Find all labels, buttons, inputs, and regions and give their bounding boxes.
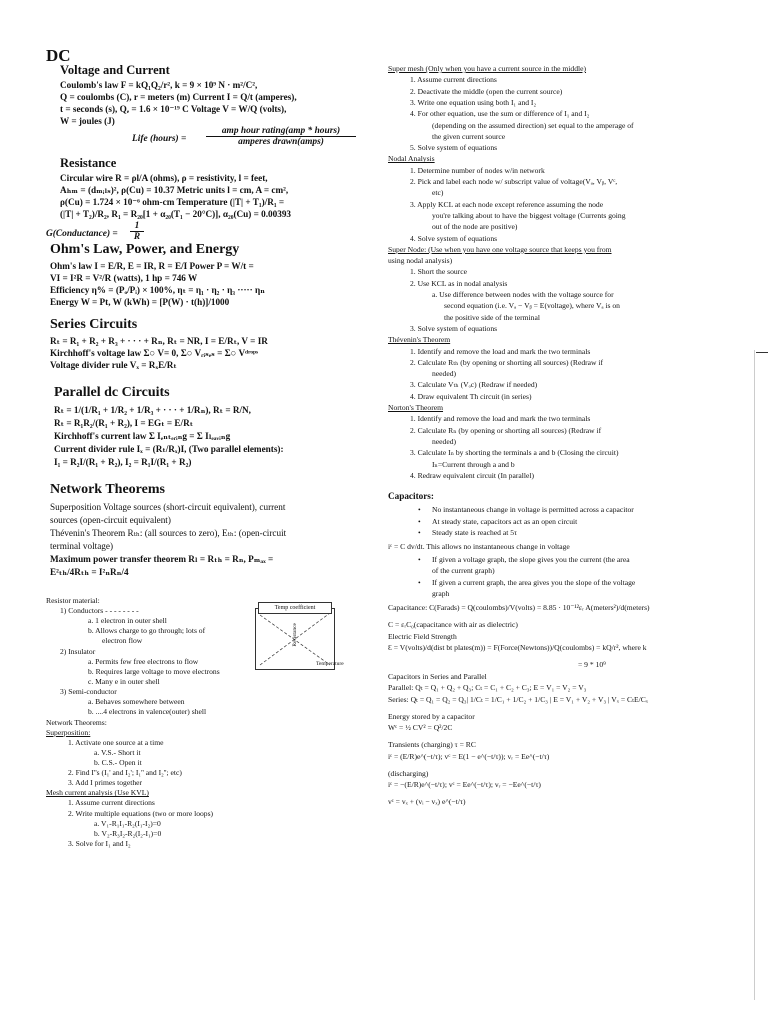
note-line: 1. Activate one source at a time	[68, 737, 164, 747]
note-line: 4. Draw equivalent Th circuit (in series)	[410, 391, 532, 401]
note-line: 1. Short the source	[410, 267, 467, 277]
parallel-l2: Rₜ = R₁R₂/(R₁ + R₂), I = EGₜ = E/Rₜ	[54, 418, 194, 428]
parallel-l5: I₁ = R₂I/(R₁ + R₂), I₂ = R₁I/(R₁ + R₂)	[54, 457, 192, 467]
note-line: Transients (charging) τ = RC	[388, 740, 476, 749]
note-line: 1. Assume current directions	[68, 798, 155, 808]
note-line: a. V₁-R₁I₁-R₂(I₁-I₂)=0	[94, 818, 161, 828]
note-line: Superposition:	[46, 727, 91, 737]
note-line: • At steady state, capacitors act as an open circuit	[432, 517, 577, 527]
edge-line	[754, 350, 755, 1000]
note-line: 3. Write one equation using both I₁ and I₂	[410, 97, 537, 107]
note-line: Parallel: Qₜ = Q₁ + Q₂ + Q₃; Cₜ = C₁ + C₂ + C₃; E = V₁ = V₂ = V₃	[388, 683, 587, 692]
note-line: 3) Semi-conductor	[60, 686, 117, 696]
note-line: Series: Qₜ = Q₁ = Q₂ = Q₃| 1/Cₜ = 1/C₁ + 1/C₂ + 1/C₃ | E = V₁ + V₂ + V₃ | Vₓ = CₜE/Cₓ	[388, 694, 648, 704]
ohms-law: Ohm's law I = E/R, E = IR, R = E/I Power P = W/t =	[50, 261, 254, 271]
note-line: Super mesh (Only when you have a current source in the middle)	[388, 64, 587, 73]
note-line: 4. For other equation, use the sum or difference of I₁ and I₂	[410, 109, 590, 119]
note-line: 2. Pick and label each node w/ subscript value of voltage(Vₐ, Vᵦ, Vᶜ,	[410, 177, 618, 186]
conductance-denominator: R	[133, 232, 141, 242]
voltage-divider: Voltage divider rule Vₓ = RₓE/Rₜ	[50, 360, 177, 370]
note-line: (depending on the assumed direction) set equal to the amperage of	[432, 120, 634, 130]
note-line: 3. Add I primes together	[68, 778, 143, 788]
conductance-fraction	[130, 221, 144, 242]
temperature-formula: (|T| + T₂)/R₂, R₁ = R₂₀[1 + α₂₀(T₁ − 20°C)], α₂₀(Cu) = 0.00393	[60, 209, 292, 219]
network-l2: sources (open-circuit equivalent)	[50, 515, 171, 525]
note-line: 3. Calculate Iₙ by shorting the terminals a and b (Closing the circuit)	[410, 448, 619, 458]
capacitors-heading: Capacitors:	[388, 491, 434, 501]
note-line: Iₙ=Current through a and b	[432, 459, 515, 469]
note-line: 5. Solve system of equations	[410, 143, 498, 153]
kcl-line: Kirchhoff's current law Σ Iₑₙₜₑᵣᵢₙg = Σ Iₗₑₐᵥᵢₙg	[54, 431, 231, 441]
series-heading: Series Circuits	[50, 317, 138, 332]
note-line: Energy stored by a capacitor	[388, 711, 475, 721]
coulomb-law: Coulomb's law F = kQ₁Q₂/r², k = 9 × 10⁹ N · m²/C²,	[60, 80, 258, 90]
note-line: the positive side of the terminal	[444, 312, 540, 322]
note-line: 3. Solve for I₁ and I₂	[68, 838, 131, 848]
graph-title: Temp coefficient	[258, 602, 332, 614]
life-numerator: amp hour rating(amp * hours)	[206, 126, 356, 137]
note-line: 4. Solve system of equations	[410, 233, 498, 243]
life-fraction	[206, 126, 356, 147]
note-line: out of the node are positive)	[432, 222, 518, 232]
coulomb-units: Q = coulombs (C), r = meters (m) Current I = Q/t (amperes),	[60, 92, 297, 102]
ohms-law-heading: Ohm's Law, Power, and Energy	[50, 242, 240, 257]
note-line: c. Many e in outer shell	[88, 676, 160, 686]
note-line: b. Allows charge to go through; lots of	[88, 626, 206, 636]
note-line: • If given a current graph, the area gives you the slope of the voltage	[432, 578, 635, 588]
note-line: Nodal Analysis	[388, 154, 435, 164]
note-line: iᶜ = (E/R)e^(−t/τ); vᶜ = E(1 − e^(−t/τ)); vᵣ = Ee^(−t/τ)	[388, 751, 550, 761]
note-line: Capacitors in Series and Parallel	[388, 671, 487, 681]
graph-ylabel: Resistance	[291, 623, 298, 647]
network-l6: E²ₜₕ/4Rₜₕ = I²ₙRₙ/4	[50, 567, 129, 577]
note-line: 2. Calculate Rₜₕ (by opening or shorting all sources) (Redraw if	[410, 357, 604, 367]
conductance-lhs: G(Conductance) =	[46, 229, 118, 239]
note-line: 4. Redraw equivalent circuit (In parallel)	[410, 470, 534, 480]
note-line: 1) Conductors - - - - - - - -	[60, 606, 139, 616]
note-line: you're talking about to have the biggest voltage (Currents going	[432, 210, 626, 220]
note-line: vᶜ = vₓ + (vᵢ − vₓ) e^(−t/τ)	[388, 797, 466, 806]
efficiency-line: Efficiency η% = (Pₒ/Pᵢ) × 100%, ηₜ = η₁ · η₂ · η₃ ····· ηₙ	[50, 285, 265, 295]
note-line: • If given a voltage graph, the slope gives you the current (the area	[432, 555, 630, 565]
voltage-current-heading: Voltage and Current	[60, 63, 170, 77]
note-line: electron flow	[102, 636, 143, 646]
note-line: Mesh current analysis (Use KVL)	[46, 788, 149, 798]
note-line: 1. Identify and remove the load and mark the two terminals	[410, 414, 591, 424]
metric-units: Aₕₘ = (dₘᵢₗₛ)², ρ(Cu) = 10.37 Metric units l = cm, A = cm²,	[60, 185, 289, 195]
note-line: needed)	[432, 369, 457, 379]
note-line: = 9 * 10⁹	[578, 660, 606, 669]
note-line: a. Use difference between nodes with the voltage source for	[432, 290, 614, 299]
note-line: • Steady state is reached at 5τ	[432, 528, 517, 538]
note-line: 1. Assume current directions	[410, 75, 497, 85]
note-line: 2. Write multiple equations (two or more loops)	[68, 808, 214, 818]
note-line: of the current graph)	[432, 566, 495, 575]
note-line: b. V₂-R₃I₂-R₂(I₂-I₁)=0	[94, 828, 162, 838]
parallel-heading: Parallel dc Circuits	[54, 385, 170, 400]
note-line: iᶜ = C dv/dt. This allows no instantaneous change in voltage	[388, 541, 570, 551]
temperature-line: ρ(Cu) = 1.724 × 10⁻⁶ ohm-cm Temperature (|T| + T₁)/R₁ =	[60, 197, 285, 207]
note-line: graph	[432, 589, 450, 598]
resistance-heading: Resistance	[60, 156, 117, 170]
note-line: b. ....4 electrons in valence(outer) shell	[88, 707, 207, 717]
parallel-l1: Rₜ = 1/(1/R₁ + 1/R₂ + 1/R₃ + · · · + 1/Rₙ), Rₜ = R/N,	[54, 405, 251, 415]
dc-heading: DC	[46, 46, 71, 65]
note-line: 2. Deactivate the middle (open the current source)	[410, 86, 563, 96]
note-line: a. Behaves somewhere between	[88, 697, 185, 706]
note-line: 2. Find I''s (I₁' and I₂'; I₁'' and I₂''; etc)	[68, 768, 182, 778]
joules-line: W = joules (J)	[60, 116, 115, 126]
note-line: Network Theorems:	[46, 717, 107, 727]
note-line: a. Permits few free electrons to flow	[88, 656, 199, 666]
note-line: b. Requires large voltage to move electrons	[88, 666, 220, 676]
note-line: (discharging)	[388, 768, 429, 778]
series-l1: Rₜ = R₁ + R₂ + R₃ + · · · + Rₙ, Rₜ = NR, I = E/Rₜ, V = IR	[50, 336, 268, 346]
note-line: a. 1 electron in outer shell	[88, 616, 167, 626]
note-line: 3. Solve system of equations	[410, 323, 498, 333]
note-line: 1. Identify and remove the load and mark the two terminals	[410, 346, 591, 356]
note-line: • No instantaneous change in voltage is permitted across a capacitor	[432, 505, 634, 515]
life-denominator: amperes drawn(amps)	[238, 137, 324, 147]
note-line: using nodal analysis)	[388, 256, 453, 266]
note-line: Resistor material:	[46, 596, 100, 605]
note-line: C = εᵣC₀(capacitance with air as dielectric)	[388, 620, 518, 629]
note-line: needed)	[432, 436, 457, 446]
graph-xlabel: Temperature	[316, 661, 344, 667]
network-l1: Superposition Voltage sources (short-circuit equivalent), current	[50, 502, 286, 512]
note-line: b. C.S.- Open it	[94, 758, 142, 767]
note-line: 3. Calculate Vₜₕ (Vₒc) (Redraw if needed)	[410, 380, 538, 390]
circular-wire: Circular wire R = ρl/A (ohms), ρ = resistivity, l = feet,	[60, 173, 268, 183]
note-line: Capacitance: C(Farads) = Q(coulombs)/V(volts) = 8.85 · 10⁻¹²εᵣ A(meters²)/d(meters)	[388, 603, 650, 612]
note-line: Ɛ = V(volts)/d(dist bt plates(m)) = F(Force(Newtons))/Q(coulombs) = kQ/r², where k	[388, 643, 647, 652]
network-l5: Maximum power transfer theorem Rₗ = Rₜₕ = Rₙ, Pₘₐₓ =	[50, 554, 274, 564]
note-line: 2) Insulator	[60, 646, 96, 656]
note-line: Wᶜ = ½ CV² = Q²/2C	[388, 723, 453, 732]
note-line: 2. Calculate Rₙ (by opening or shorting all sources) (Redraw if	[410, 425, 602, 435]
current-voltage: t = seconds (s), Qₑ = 1.6 × 10⁻¹⁹ C Voltage V = W/Q (volts),	[60, 104, 287, 114]
kvl-line: Kirchhoff's voltage law Σ○ V= 0, Σ○ Vᵣᵢₛₑₛ = Σ○ Vᵈʳᵒᵖˢ	[50, 348, 259, 358]
life-lhs: Life (hours) =	[132, 134, 187, 144]
energy-line: Energy W = Pt, W (kWh) = [P(W) · t(h)]/1000	[50, 297, 230, 307]
note-line: 3. Apply KCL at each node except reference assuming the node	[410, 199, 604, 209]
current-divider: Current divider rule Iₓ = (Rₜ/Rₓ)I, (Two parallel elements):	[54, 444, 284, 454]
note-line: Thévenin's Theorem	[388, 335, 451, 345]
note-line: Norton's Theorem	[388, 403, 444, 412]
note-line: second equation (i.e. Vₐ − Vᵦ = E(voltage), where Vₐ is on	[444, 301, 620, 311]
note-line: 1. Determine number of nodes w/in network	[410, 165, 545, 175]
conductance-numerator: 1	[130, 221, 144, 232]
note-line: Super Node: (Use when you have one voltage source that keeps you from	[388, 244, 612, 254]
network-l4: terminal voltage)	[50, 541, 114, 551]
edge-mark	[756, 352, 768, 353]
network-l3: Thévenin's Theorem Rₜₕ: (all sources to zero), Eₜₕ: (open-circuit	[50, 528, 287, 538]
note-line: etc)	[432, 188, 444, 198]
note-line: 2. Use KCL as in nodal analysis	[410, 278, 508, 288]
power-line: VI = I²R = V²/R (watts), 1 hp = 746 W	[50, 273, 198, 283]
note-line: Electric Field Strength	[388, 631, 457, 641]
note-line: iᶜ = −(E/R)e^(−t/τ); vᶜ = Ee^(−t/τ); vᵣ = −Ee^(−t/τ)	[388, 780, 541, 789]
note-line: a. V.S.- Short it	[94, 747, 141, 757]
note-line: the given current source	[432, 131, 506, 141]
network-heading: Network Theorems	[50, 482, 165, 497]
